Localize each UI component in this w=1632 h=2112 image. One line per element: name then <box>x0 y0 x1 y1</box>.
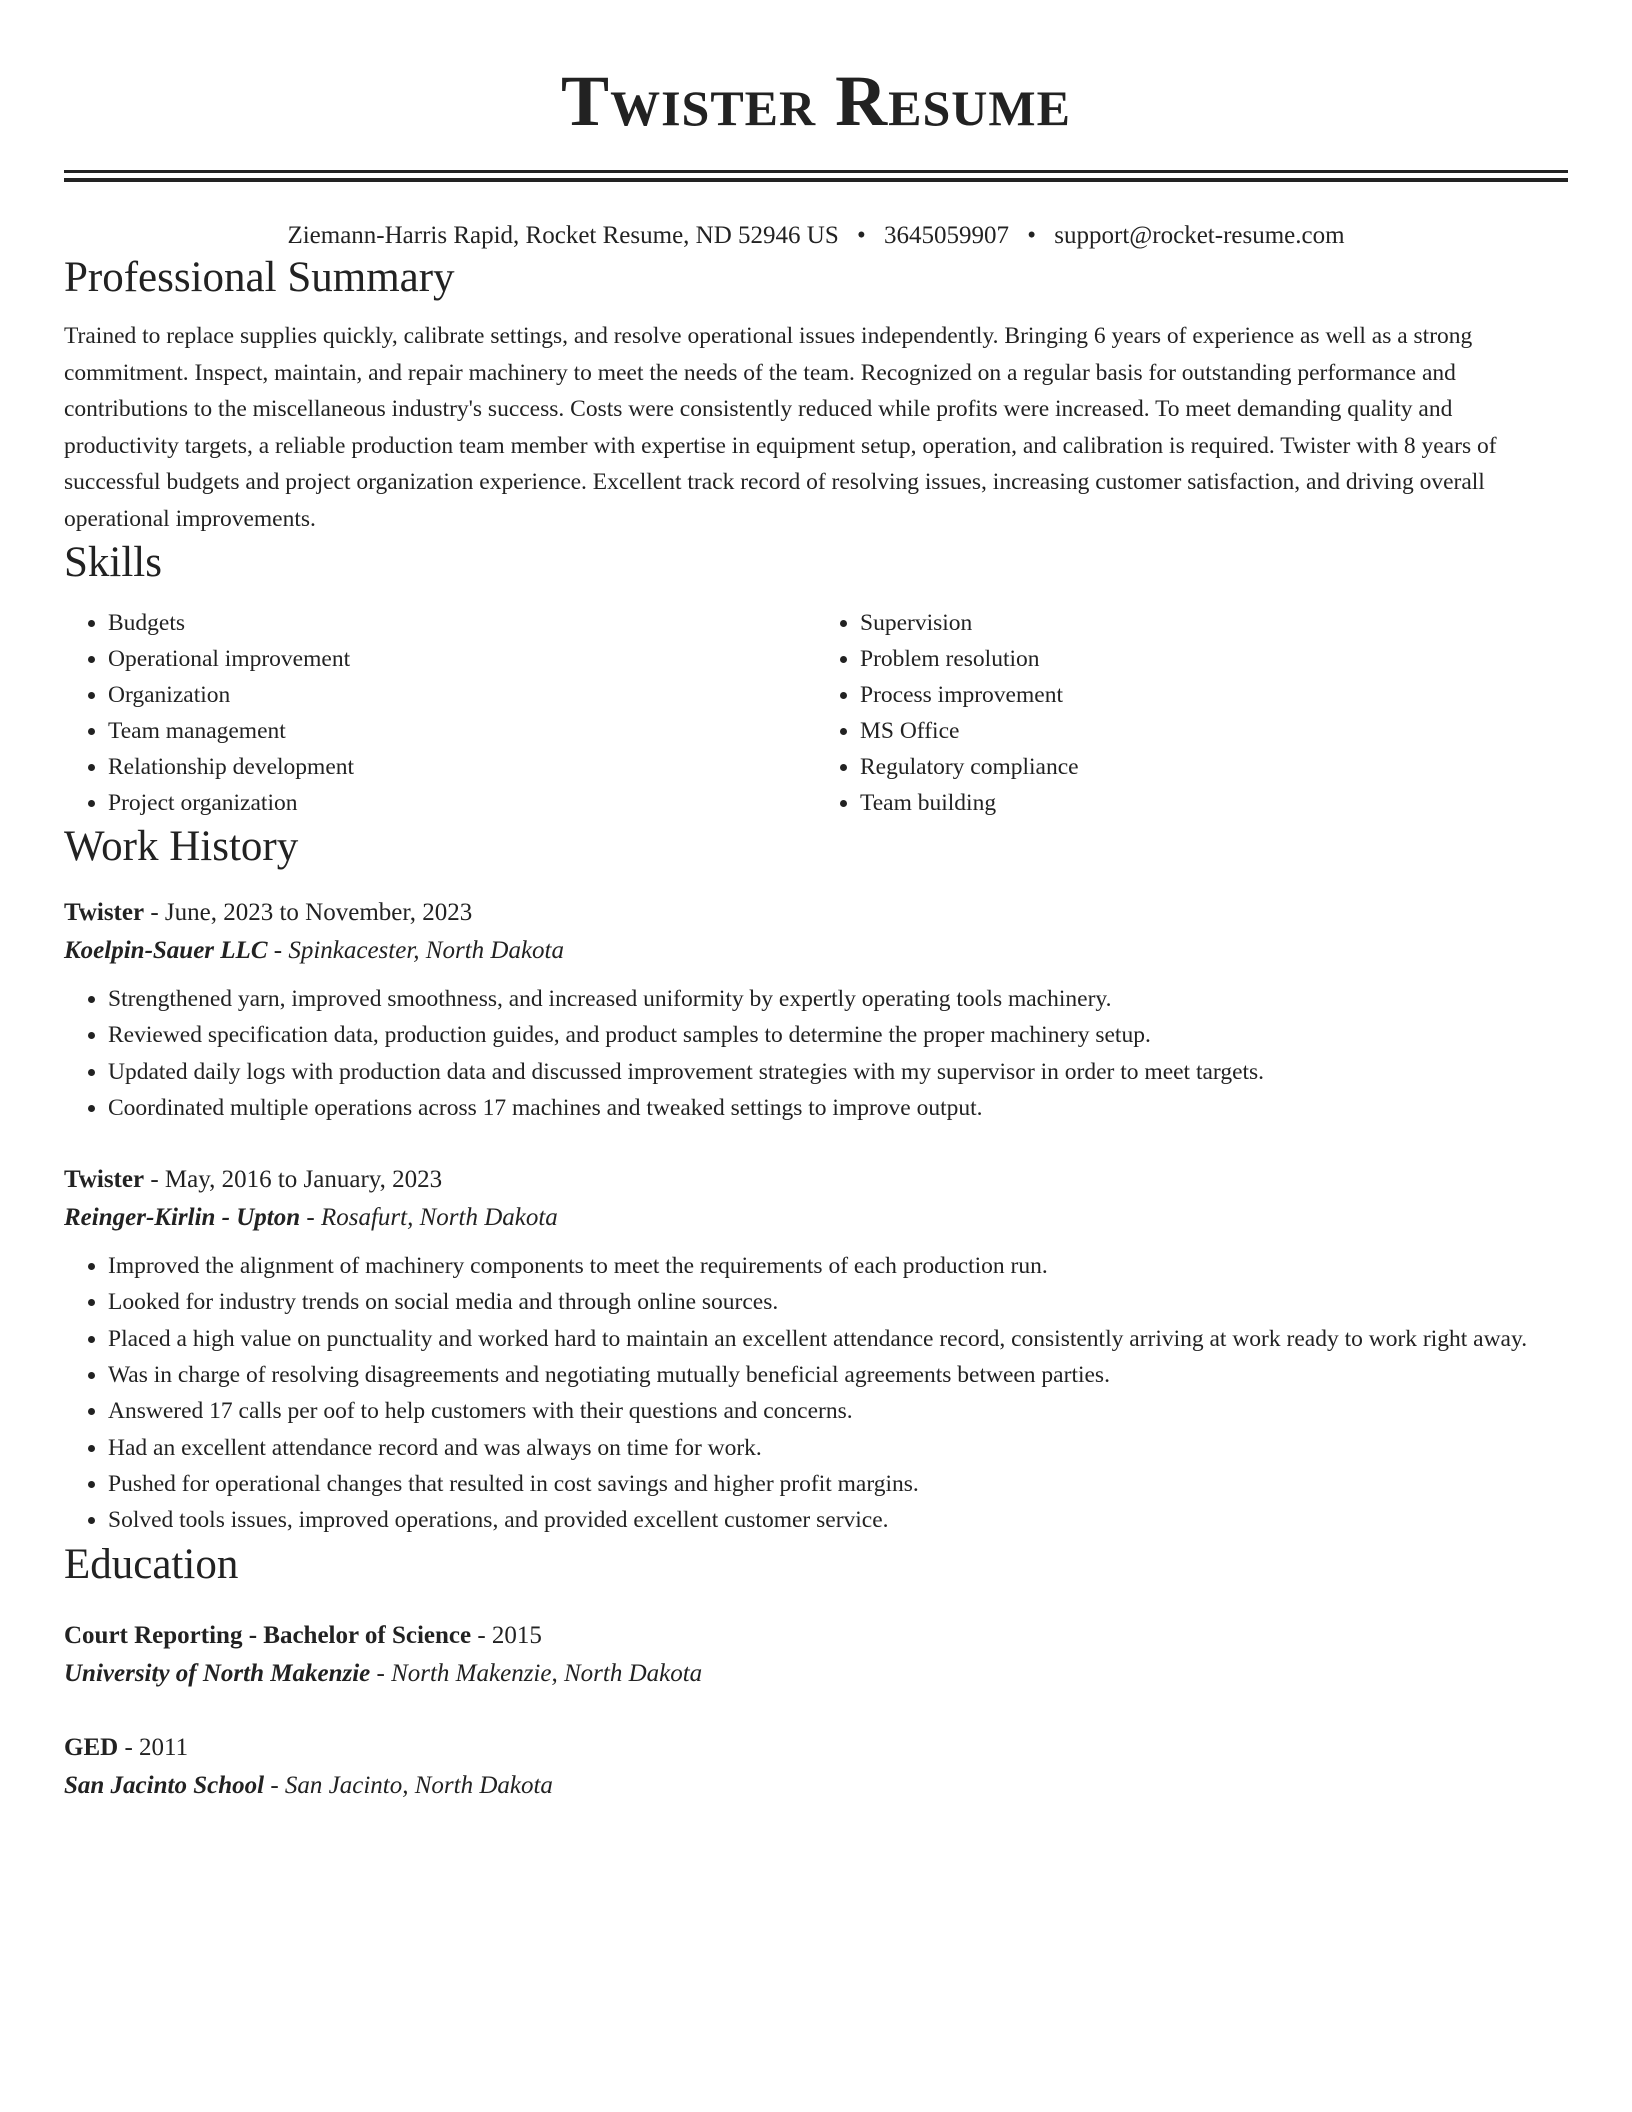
job-location: - Rosafurt, North Dakota <box>300 1204 558 1232</box>
job-bullet: • Reviewed specification data, production guides, and product samples to determine the proper machinery setup. <box>108 1017 1568 1053</box>
education-school-line <box>64 1767 1568 1805</box>
contact-address: Ziemann-Harris Rapid, Rocket Resume, ND 52946 US <box>287 222 839 249</box>
job-company-line <box>64 1198 1568 1238</box>
work-history-heading: Work History <box>64 823 299 870</box>
job-bullet: • Solved tools issues, improved operations, and provided excellent customer service. <box>108 1502 1568 1538</box>
skill-item: • MS Office <box>860 713 1568 749</box>
education-year: - 2011 <box>118 1733 189 1761</box>
contact-line <box>64 220 1568 252</box>
job-company-line <box>64 931 1568 971</box>
job-bullet: • Answered 17 calls per oof to help customers with their questions and concerns. <box>108 1393 1568 1429</box>
education-entry <box>64 1617 1568 1693</box>
education-heading: Education <box>64 1540 239 1588</box>
skill-item: • Organization <box>108 677 816 713</box>
education-degree-line <box>64 1617 1568 1655</box>
job-title-line <box>64 1162 1568 1198</box>
contact-separator: • <box>856 222 866 249</box>
skills-list <box>64 605 1568 821</box>
summary-text: Trained to replace supplies quickly, calibrate settings, and resolve operational issues independently. Bringing 6 years of experience as well as a strong commitment. Inspect, maintain, and repair machinery to meet the needs of the team. Recognized on a regular basis for outstanding performance and contributions to the miscellaneous industry's success. Costs were consistently reduced while profits were increased. To meet demanding quality and productivity targets, a reliable production team member with expertise in equipment setup, operation, and calibration is required. Twister with 8 years of successful budgets and project organization experience. Excellent track record of resolving issues, increasing customer satisfaction, and driving overall operational improvements. <box>64 323 1497 532</box>
skill-item: • Regulatory compliance <box>860 749 1568 785</box>
job-bullet: • Looked for industry trends on social media and through online sources. <box>108 1284 1568 1320</box>
education-location: - San Jacinto, North Dakota <box>264 1771 553 1799</box>
job-bullets <box>64 1248 1568 1538</box>
skill-item: • Problem resolution <box>860 641 1568 677</box>
skills-column-right <box>816 605 1568 821</box>
job-role: Twister <box>64 899 145 926</box>
job-bullet: • Placed a high value on punctuality and worked hard to maintain an excellent attendance record, consistently arriving at work ready to work right away. <box>108 1321 1568 1357</box>
job-bullet: • Strengthened yarn, improved smoothness, and increased uniformity by expertly operating tools machinery. <box>108 981 1568 1017</box>
contact-separator: • <box>1027 222 1037 249</box>
skill-item: • Team building <box>860 785 1568 821</box>
education-location: - North Makenzie, North Dakota <box>370 1659 703 1687</box>
contact-email: support@rocket-resume.com <box>1054 222 1345 249</box>
job-entry <box>64 1162 1568 1538</box>
job-bullet: • Updated daily logs with production data and discussed improvement strategies with my supervisor in order to meet targets. <box>108 1054 1568 1090</box>
job-bullet: • Improved the alignment of machinery components to meet the requirements of each production run. <box>108 1248 1568 1284</box>
job-bullet: • Coordinated multiple operations across 17 machines and tweaked settings to improve output. <box>108 1090 1568 1126</box>
education-year: - 2015 <box>471 1621 542 1649</box>
education-school-line <box>64 1655 1568 1693</box>
job-bullets <box>64 981 1568 1126</box>
education-degree: Court Reporting - Bachelor of Science <box>64 1621 472 1649</box>
job-role: Twister <box>64 1166 145 1194</box>
education-school: San Jacinto School <box>64 1771 265 1799</box>
education-degree: GED <box>64 1733 119 1761</box>
job-location: - Spinkacester, North Dakota <box>267 937 564 964</box>
skill-item: • Operational improvement <box>108 641 816 677</box>
job-entry <box>64 895 1568 1126</box>
skill-item: • Budgets <box>108 605 816 641</box>
education-entry <box>64 1729 1568 1805</box>
job-dates: - June, 2023 to November, 2023 <box>144 899 473 926</box>
job-company: Reinger-Kirlin - Upton <box>64 1204 301 1232</box>
skill-item: • Supervision <box>860 605 1568 641</box>
job-bullet: • Pushed for operational changes that resulted in cost savings and higher profit margins. <box>108 1466 1568 1502</box>
job-company: Koelpin-Sauer LLC <box>64 937 268 964</box>
contact-phone: 3645059907 <box>884 222 1009 249</box>
summary-heading: Professional Summary <box>64 254 455 301</box>
job-bullet: • Had an excellent attendance record and was always on time for work. <box>108 1430 1568 1466</box>
skills-heading: Skills <box>64 539 162 586</box>
header-divider <box>64 170 1568 182</box>
job-bullet: • Was in charge of resolving disagreements and negotiating mutually beneficial agreements between parties. <box>108 1357 1568 1393</box>
skills-column-left <box>64 605 816 821</box>
skill-item: • Relationship development <box>108 749 816 785</box>
skill-item: • Team management <box>108 713 816 749</box>
education-school: University of North Makenzie <box>64 1659 371 1687</box>
job-dates: - May, 2016 to January, 2023 <box>144 1166 443 1194</box>
resume-name: Twister Resume <box>561 61 1071 141</box>
skill-item: • Process improvement <box>860 677 1568 713</box>
skill-item: • Project organization <box>108 785 816 821</box>
job-title-line <box>64 895 1568 931</box>
education-degree-line <box>64 1729 1568 1767</box>
